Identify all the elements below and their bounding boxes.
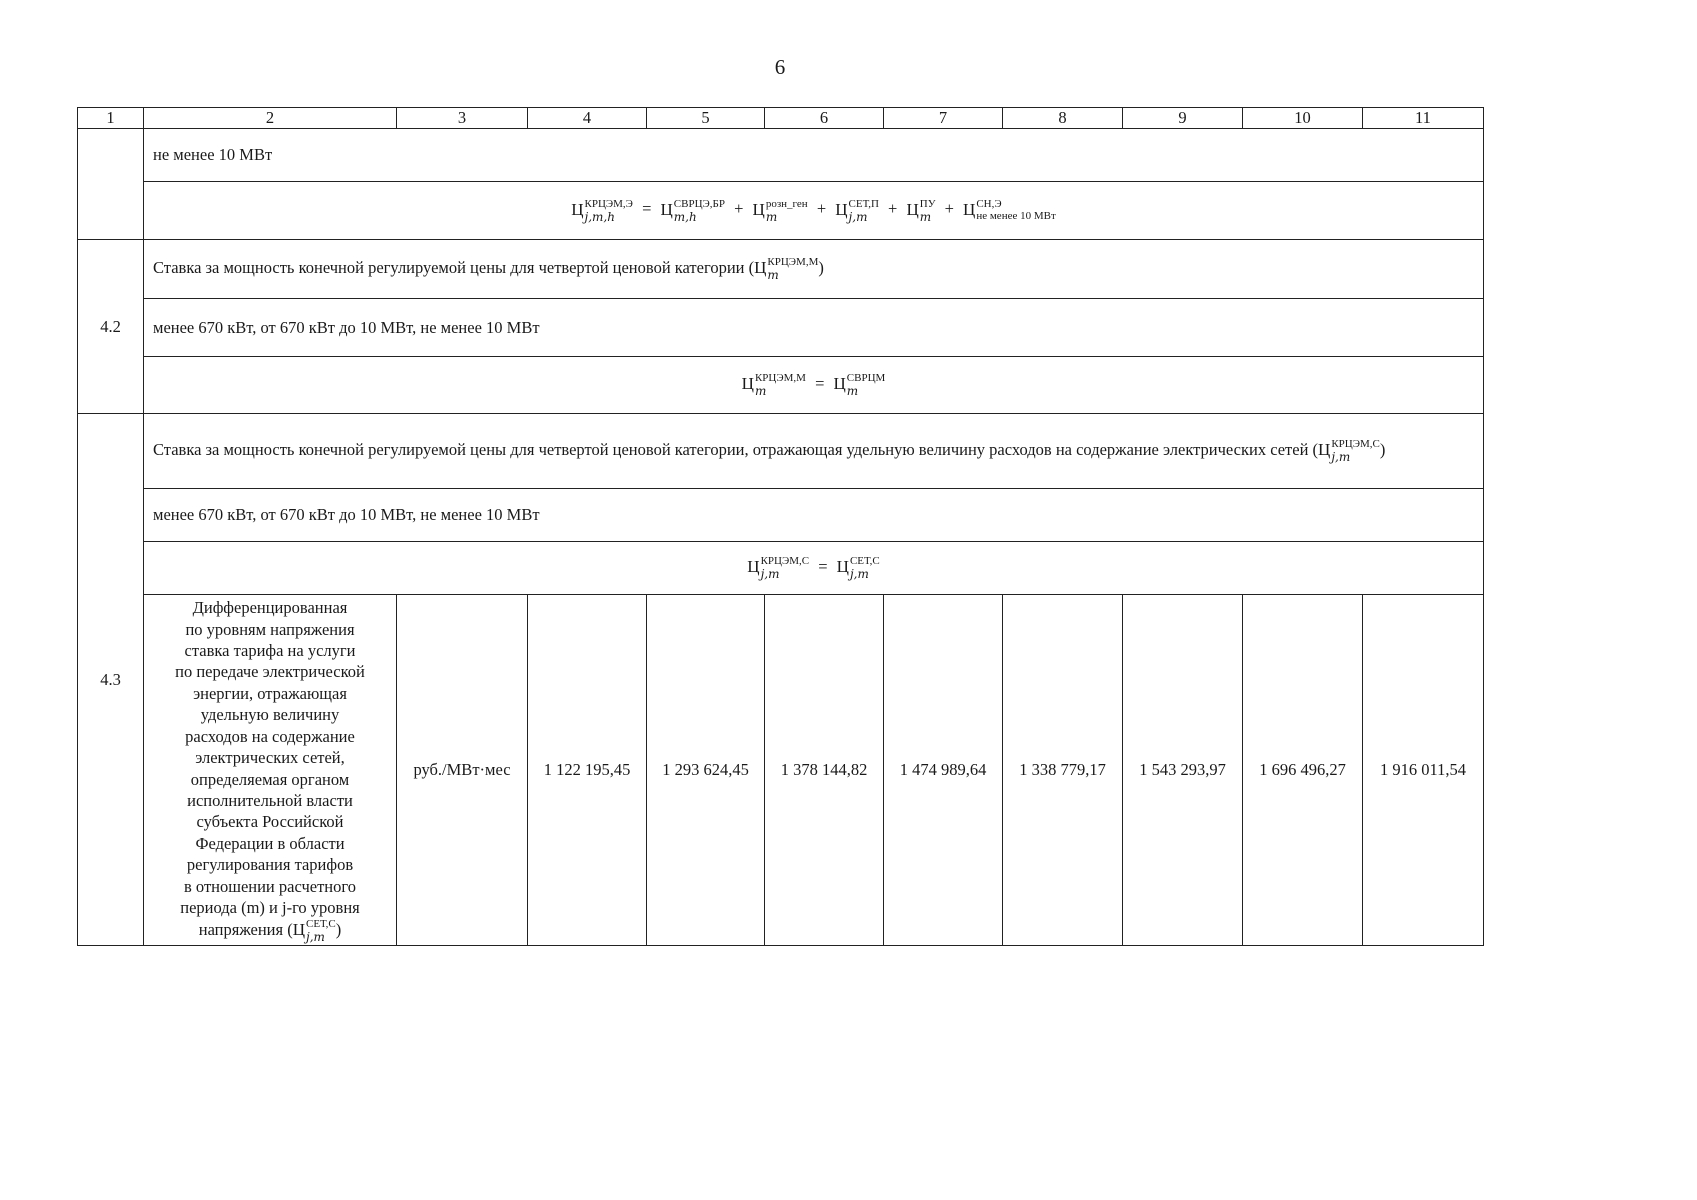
tariff-table	[77, 107, 1484, 946]
formula-row	[78, 182, 1484, 240]
formula-symbol: Ц	[571, 199, 584, 219]
column-header: 11	[1363, 108, 1484, 129]
page-number: 6	[774, 55, 786, 79]
column-header: 9	[1123, 108, 1243, 129]
formula-42	[144, 357, 1484, 414]
range-label: менее 670 кВт, от 670 кВт до 10 МВт, не менее 10 МВт	[144, 489, 1484, 542]
formula-symbol: Ц	[835, 199, 848, 219]
column-header: 1	[78, 108, 144, 129]
formula-sup: КРЦЭМ,С	[1331, 438, 1380, 451]
description-line: регулирования тарифов	[186, 855, 354, 875]
formula-plus: +	[816, 199, 827, 219]
column-header: 10	[1243, 108, 1363, 129]
description-line: исполнительной власти	[187, 791, 353, 811]
value-cell: 1 916 011,54	[1363, 595, 1484, 946]
value-cell: 1 543 293,97	[1123, 595, 1243, 946]
value-cell: 1 122 195,45	[528, 595, 647, 946]
section-title-row	[78, 414, 1484, 489]
column-header: 5	[647, 108, 765, 129]
formula-row	[78, 542, 1484, 595]
formula-sub: j,m	[306, 929, 325, 944]
description-line: в отношении расчетного	[184, 876, 356, 896]
header-row	[78, 108, 1484, 129]
description-line: удельную величину	[200, 705, 340, 725]
formula-sup: КРЦЭМ,С	[760, 555, 810, 567]
formula-sub: j,m	[760, 567, 780, 581]
formula-plus: +	[888, 199, 898, 219]
tariff-description: Дифференцированная по уровням напряжения ставка тарифа на услуги по передаче электрической энергии, отражающая удельную величину расходов на содержание электрических сетей, определяемая органом исполнительной власти субъекта Российской Федерации в области регулирования тарифов в отношении расчетного периода (m) и j-го уровня напряжения (Ц СЕТ,С j,m )	[144, 595, 397, 946]
description-line: расходов на содержание	[185, 726, 355, 746]
value-cell: 1 696 496,27	[1243, 595, 1363, 946]
row-number: 4.3	[78, 414, 144, 946]
description-line: субъекта Российской	[196, 812, 344, 832]
column-header: 6	[765, 108, 884, 129]
formula-sup: розн_ген	[765, 197, 808, 210]
value-cell: 1 378 144,82	[765, 595, 884, 946]
column-header: 3	[397, 108, 528, 129]
formula-symbol: Ц	[906, 199, 919, 219]
formula-43	[144, 542, 1484, 595]
column-header: 2	[144, 108, 397, 129]
column-header: 8	[1003, 108, 1123, 129]
value-cell: 1 293 624,45	[647, 595, 765, 946]
formula-equals: =	[815, 373, 825, 393]
range-row	[78, 299, 1484, 357]
formula-symbol: Ц	[660, 199, 673, 219]
formula-sub: j,m	[1331, 450, 1351, 465]
description-line: определяемая органом	[190, 769, 350, 789]
formula-sub: j,m,h	[584, 209, 615, 224]
row-number-empty	[78, 129, 144, 240]
range-row	[78, 129, 1484, 182]
unit-cell: руб./МВт·мес	[397, 595, 528, 946]
description-line: энергии, отражающая	[193, 683, 347, 703]
formula-row	[78, 357, 1484, 414]
section-title-row	[78, 240, 1484, 299]
description-line: по уровням напряжения	[185, 619, 355, 639]
column-header: 4	[528, 108, 647, 129]
formula-sub: m	[846, 384, 859, 398]
formula-symbol: Ц	[833, 373, 846, 393]
value-cell: 1 338 779,17	[1003, 595, 1123, 946]
formula-sub: не менее 10 МВт	[976, 210, 1056, 222]
formula-sup: СВРЦЭ,БР	[673, 197, 725, 210]
formula-equals: =	[642, 199, 652, 219]
description-line: Федерации в области	[195, 833, 345, 853]
range-label: не менее 10 МВт	[144, 129, 1484, 182]
description-line: напряжения (	[198, 919, 293, 939]
formula-sub: j,m	[849, 567, 869, 581]
formula-symbol: Ц	[292, 919, 305, 939]
description-line: периода (m) и j-го уровня	[180, 898, 360, 918]
formula-symbol: Ц	[836, 556, 849, 576]
formula-10mw	[144, 182, 1484, 240]
formula-plus: +	[734, 199, 744, 219]
section-title: Ставка за мощность конечной регулируемой цены для четвертой ценовой категории, отражающая удельную величину расходов на содержание электрических сетей (Ц КРЦЭМ,С j,m )	[144, 414, 1484, 489]
formula-sup: КРЦЭМ,М	[767, 256, 819, 268]
formula-sub: m,h	[673, 209, 697, 224]
formula-symbol: Ц	[741, 373, 754, 393]
formula-symbol: Ц	[747, 556, 760, 576]
column-header: 7	[884, 108, 1003, 129]
value-cell: 1 474 989,64	[884, 595, 1003, 946]
formula-sup: СВРЦМ	[846, 372, 886, 384]
formula-sub: m	[765, 209, 778, 224]
formula-sup: ПУ	[919, 197, 936, 210]
table-row	[78, 595, 1484, 946]
formula-symbol: Ц	[1318, 439, 1331, 459]
formula-sup: СЕТ,С	[306, 917, 336, 930]
formula-sup: СЕТ,С	[849, 555, 880, 567]
formula-symbol: Ц	[752, 199, 765, 219]
formula-symbol: Ц	[963, 199, 976, 219]
formula-sub: m	[754, 384, 767, 398]
description-line: электрических сетей,	[195, 748, 345, 768]
formula-sub: m	[767, 268, 779, 282]
formula-sub: m	[919, 209, 932, 224]
formula-sup: СЕТ,П	[848, 197, 879, 210]
row-number: 4.2	[78, 240, 144, 414]
formula-sub: j,m	[848, 209, 868, 224]
formula-plus: +	[944, 199, 954, 219]
formula-sup: СН,Э	[976, 198, 1002, 210]
formula-sup: КРЦЭМ,М	[754, 372, 806, 384]
formula-equals: =	[818, 556, 828, 576]
description-line: Дифференцированная	[192, 598, 348, 618]
description-line: по передаче электрической	[175, 662, 365, 682]
range-row	[78, 489, 1484, 542]
range-label: менее 670 кВт, от 670 кВт до 10 МВт, не менее 10 МВт	[144, 299, 1484, 357]
formula-symbol: Ц	[754, 257, 767, 277]
description-line: ставка тарифа на услуги	[184, 640, 356, 660]
section-title: Ставка за мощность конечной регулируемой цены для четвертой ценовой категории (Ц КРЦЭМ,М m )	[144, 240, 1484, 299]
formula-sup: КРЦЭМ,Э	[584, 197, 633, 210]
